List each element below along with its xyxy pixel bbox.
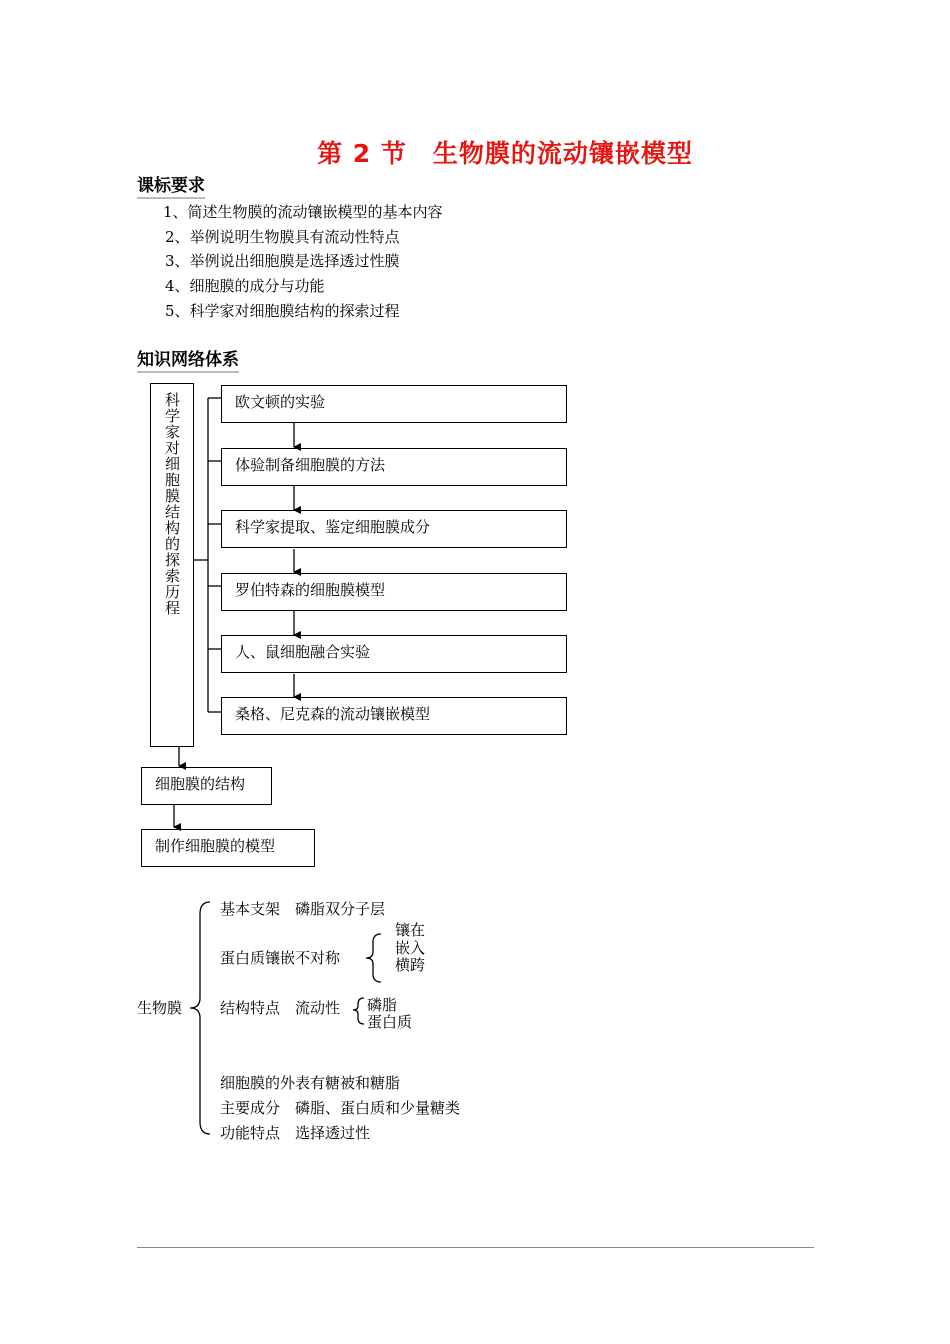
protein-sub-item: 镶在 [395, 921, 426, 939]
components-text: 主要成分 磷脂、蛋白质和少量糖类 [220, 1099, 461, 1117]
page-title: 第 2 节 生物膜的流动镶嵌模型 [317, 139, 693, 168]
protein-sub-item: 嵌入 [395, 939, 426, 957]
membrane-root-label: 生物膜 [137, 999, 183, 1017]
basic-frame-text: 基本支架 磷脂双分子层 [220, 900, 386, 918]
requirement-item: 1、简述生物膜的流动镶嵌模型的基本内容 [163, 203, 443, 221]
flow-step-box: 欧文顿的实验 [221, 385, 567, 423]
requirement-item: 3、举例说出细胞膜是选择透过性膜 [165, 252, 400, 270]
protein-text: 蛋白质镶嵌不对称 [220, 949, 341, 967]
flow-step-box: 科学家提取、鉴定细胞膜成分 [221, 510, 567, 548]
function-text: 功能特点 选择透过性 [220, 1124, 371, 1142]
flow-step-box: 桑格、尼克森的流动镶嵌模型 [221, 697, 567, 735]
requirement-item: 5、科学家对细胞膜结构的探索过程 [165, 302, 400, 320]
structure-feature-text: 结构特点 流动性 [220, 999, 341, 1017]
requirement-item: 2、举例说明生物膜具有流动性特点 [165, 228, 400, 246]
vertical-label-box: 科学家对细胞膜结构的探索历程 [150, 383, 194, 747]
footer-divider [137, 1247, 814, 1248]
flow-step-box: 体验制备细胞膜的方法 [221, 448, 567, 486]
requirement-item: 4、细胞膜的成分与功能 [165, 277, 325, 295]
protein-sub-item: 横跨 [395, 956, 426, 974]
surface-text: 细胞膜的外表有糖被和糖脂 [220, 1074, 401, 1092]
structure-box: 细胞膜的结构 [141, 767, 272, 805]
requirements-heading: 课标要求 [137, 176, 205, 199]
network-heading: 知识网络体系 [137, 350, 239, 373]
flow-step-box: 人、鼠细胞融合实验 [221, 635, 567, 673]
fluid-sub-item: 磷脂 [367, 996, 398, 1014]
flow-step-box: 罗伯特森的细胞膜模型 [221, 573, 567, 611]
model-box: 制作细胞膜的模型 [141, 829, 315, 867]
fluid-sub-item: 蛋白质 [367, 1013, 413, 1031]
